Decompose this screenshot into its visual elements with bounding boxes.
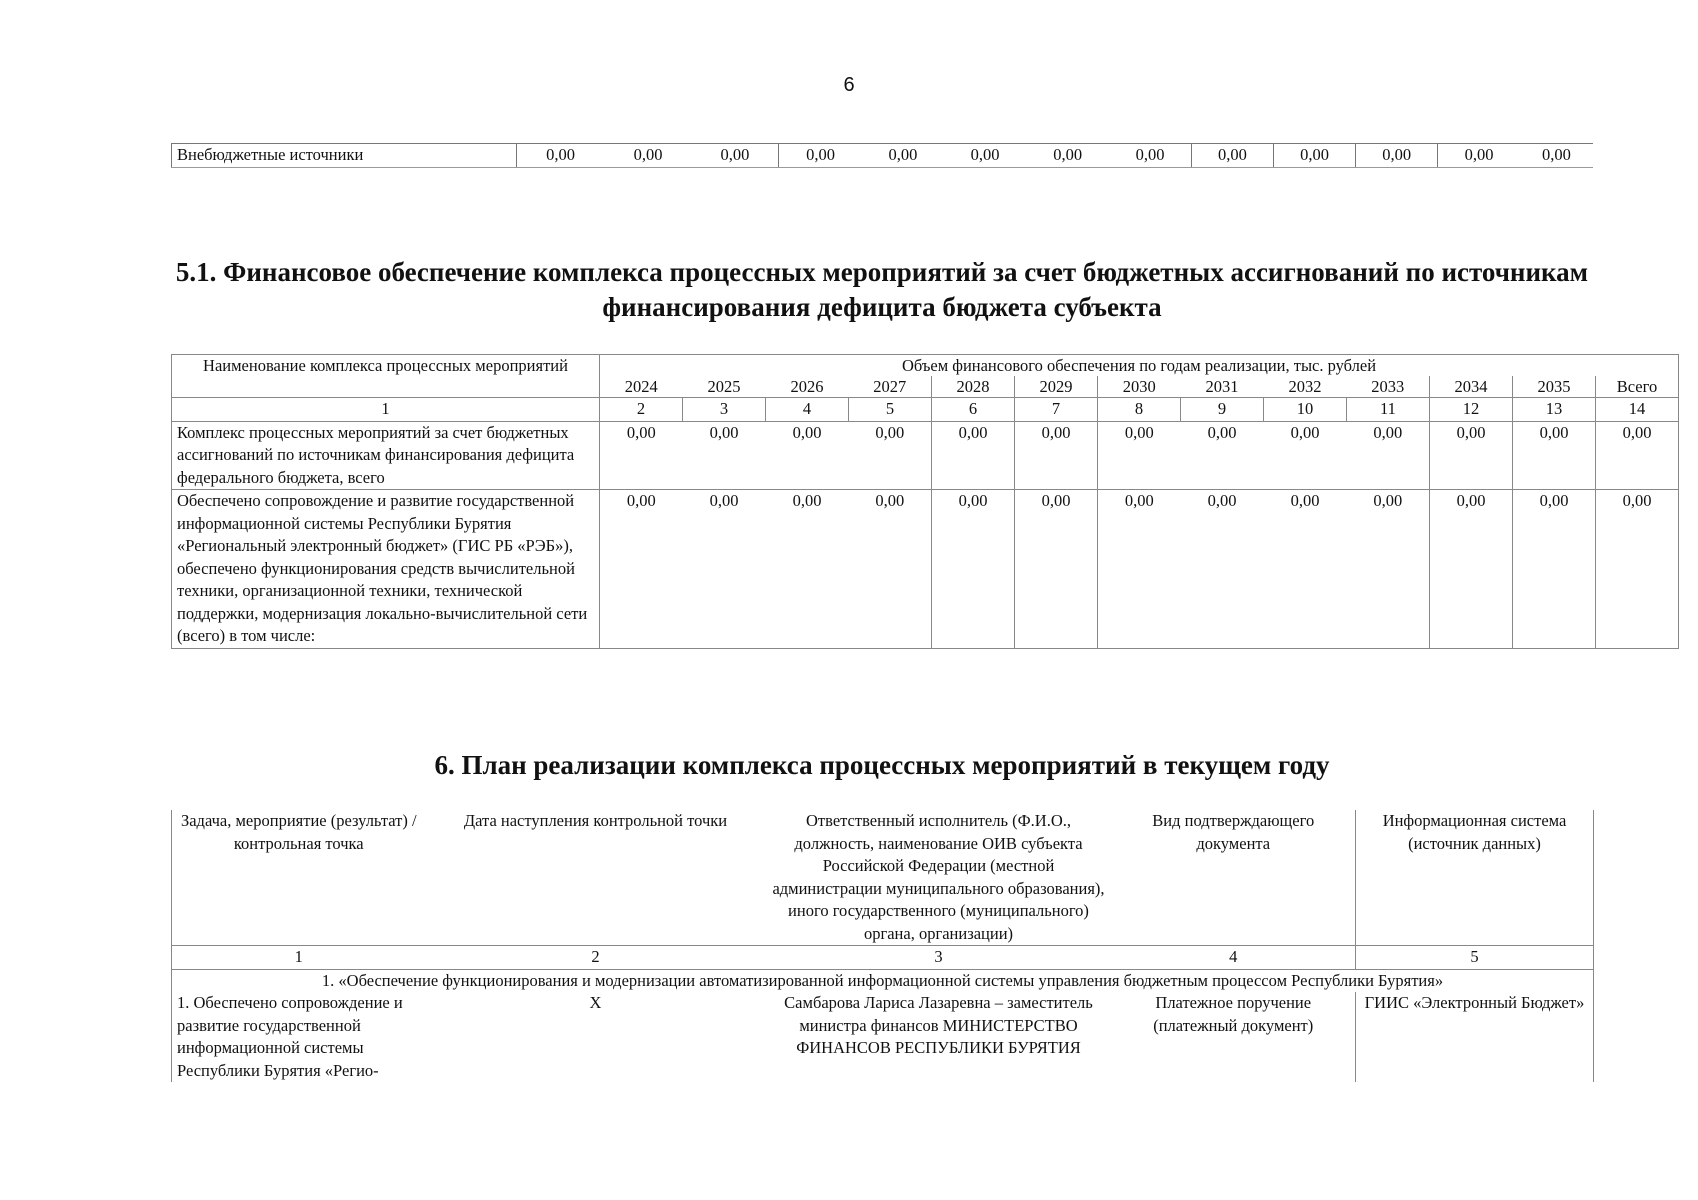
- column-numbers-row: [172, 398, 1679, 422]
- column-number: 6: [932, 398, 1015, 422]
- value-cell: 0,00: [600, 421, 683, 490]
- document-cell: Платежное поручение (платежный документ): [1153, 993, 1314, 1035]
- value-cell: 0,00: [1191, 144, 1273, 168]
- value-cell: 0,00: [862, 144, 944, 168]
- column-header-document: Вид подтверждающего документа: [1112, 810, 1356, 946]
- year-header: 2032: [1264, 376, 1347, 398]
- date-cell: Х: [589, 993, 602, 1012]
- column-number: 12: [1430, 398, 1513, 422]
- value-cell: 0,00: [1438, 144, 1520, 168]
- year-header: 2033: [1347, 376, 1430, 398]
- column-numbers-row: [172, 946, 1594, 970]
- column-number: 5: [849, 398, 932, 422]
- value-cell: 0,00: [1098, 421, 1181, 490]
- table-row: [172, 992, 1594, 1082]
- value-cell: 0,00: [766, 421, 849, 490]
- volume-header: Объем финансового обеспечения по годам реализации, тыс. рублей: [600, 355, 1679, 377]
- year-header: 2035: [1513, 376, 1596, 398]
- value-cell: 0,00: [932, 421, 1015, 490]
- value-cell: 0,00: [1274, 144, 1356, 168]
- value-cell: 0,00: [604, 144, 691, 168]
- row-name: Обеспечено сопровождение и развитие государственной информационной системы Республики Бурятия «Региональный электронный бюджет» (ГИС РБ «РЭБ»), обеспечено функционирования средств вычислительной техники, организационной техники, технической поддержки, модернизация локально-вычислительной сети (всего) в том числе:: [172, 490, 600, 649]
- value-cell: 0,00: [932, 490, 1015, 649]
- extrabudget-row-table: [171, 143, 1593, 168]
- column-number: 7: [1015, 398, 1098, 422]
- row-label: Внебюджетные источники: [172, 144, 517, 168]
- value-cell: 0,00: [1026, 144, 1109, 168]
- column-number: 2: [600, 398, 683, 422]
- year-header: Всего: [1596, 376, 1679, 398]
- column-number: 4: [766, 398, 849, 422]
- value-cell: 0,00: [1347, 490, 1430, 649]
- value-cell: 0,00: [944, 144, 1026, 168]
- year-header: 2030: [1098, 376, 1181, 398]
- column-number: 11: [1347, 398, 1430, 422]
- value-cell: 0,00: [1264, 421, 1347, 490]
- value-cell: 0,00: [1520, 144, 1593, 168]
- value-cell: 0,00: [1098, 490, 1181, 649]
- value-cell: 0,00: [1356, 144, 1438, 168]
- column-number: 4: [1112, 946, 1356, 970]
- value-cell: 0,00: [849, 490, 932, 649]
- task-title-row: [172, 969, 1594, 992]
- extrabudget-row: [172, 144, 1594, 168]
- name-column-header: Наименование комплекса процессных мероприятий: [172, 355, 600, 398]
- table-row: [172, 490, 1679, 649]
- section-51-table: [171, 354, 1679, 649]
- year-header: 2024: [600, 376, 683, 398]
- year-header: 2031: [1181, 376, 1264, 398]
- column-number: 3: [683, 398, 766, 422]
- section-6-table: [171, 810, 1594, 1082]
- value-cell: 0,00: [1513, 490, 1596, 649]
- column-number: 5: [1356, 946, 1594, 970]
- value-cell: 0,00: [849, 421, 932, 490]
- system-cell: ГИИС «Электронный Бюджет»: [1356, 992, 1594, 1082]
- task-title: 1. «Обеспечение функционирования и модернизации автоматизированной информационной системы управления бюджетным процессом Республики Бурятия»: [172, 969, 1594, 992]
- column-number: 9: [1181, 398, 1264, 422]
- row-name: Комплекс процессных мероприятий за счет бюджетных ассигнований по источникам финансирования дефицита федерального бюджета, всего: [172, 421, 600, 490]
- section-51-title: 5.1. Финансовое обеспечение комплекса процессных мероприятий за счет бюджетных ассигнований по источникам финансирования дефицита бюджета субъекта: [175, 257, 1589, 322]
- year-header: 2027: [849, 376, 932, 398]
- column-number: 13: [1513, 398, 1596, 422]
- column-header-task: Задача, мероприятие (результат) / контрольная точка: [172, 810, 426, 946]
- page-number: 6: [843, 74, 855, 96]
- value-cell: 0,00: [1596, 490, 1679, 649]
- section-6-title: 6. План реализации комплекса процессных мероприятий в текущем году: [434, 750, 1330, 780]
- value-cell: 0,00: [1015, 490, 1098, 649]
- responsible-cell: Самбарова Лариса Лазаревна – заместитель министра финансов МИНИСТЕРСТВО ФИНАНСОВ РЕСПУБЛИКИ БУРЯТИЯ: [784, 993, 1093, 1057]
- value-cell: 0,00: [1347, 421, 1430, 490]
- value-cell: 0,00: [1264, 490, 1347, 649]
- value-cell: 0,00: [683, 421, 766, 490]
- header-row: [172, 810, 1594, 946]
- column-number: 10: [1264, 398, 1347, 422]
- year-header: 2029: [1015, 376, 1098, 398]
- year-header: 2034: [1430, 376, 1513, 398]
- value-cell: 0,00: [683, 490, 766, 649]
- column-number: 1: [172, 398, 600, 422]
- value-cell: 0,00: [779, 144, 862, 168]
- value-cell: 0,00: [1181, 421, 1264, 490]
- year-header: 2026: [766, 376, 849, 398]
- column-header-date: Дата наступления контрольной точки: [426, 810, 766, 946]
- header-row: [172, 355, 1679, 377]
- value-cell: 0,00: [516, 144, 604, 168]
- task-cell: 1. Обеспечено сопровождение и развитие государственной информационной системы Республики Бурятия «Регио-: [172, 992, 426, 1082]
- value-cell: 0,00: [1015, 421, 1098, 490]
- value-cell: 0,00: [1513, 421, 1596, 490]
- value-cell: 0,00: [1181, 490, 1264, 649]
- table-row: [172, 421, 1679, 490]
- column-number: 3: [766, 946, 1112, 970]
- column-header-system: Информационная система (источник данных): [1356, 810, 1594, 946]
- value-cell: 0,00: [1430, 421, 1513, 490]
- value-cell: 0,00: [1596, 421, 1679, 490]
- column-number: 8: [1098, 398, 1181, 422]
- value-cell: 0,00: [766, 490, 849, 649]
- column-header-responsible: Ответственный исполнитель (Ф.И.О., должность, наименование ОИВ субъекта Российской Федерации (местной администрации муниципального образования), иного государственного (муниципального) органа, организации): [766, 810, 1112, 946]
- column-number: 2: [426, 946, 766, 970]
- value-cell: 0,00: [600, 490, 683, 649]
- value-cell: 0,00: [1430, 490, 1513, 649]
- column-number: 1: [172, 946, 426, 970]
- year-header: 2028: [932, 376, 1015, 398]
- value-cell: 0,00: [692, 144, 779, 168]
- column-number: 14: [1596, 398, 1679, 422]
- year-header: 2025: [683, 376, 766, 398]
- value-cell: 0,00: [1109, 144, 1191, 168]
